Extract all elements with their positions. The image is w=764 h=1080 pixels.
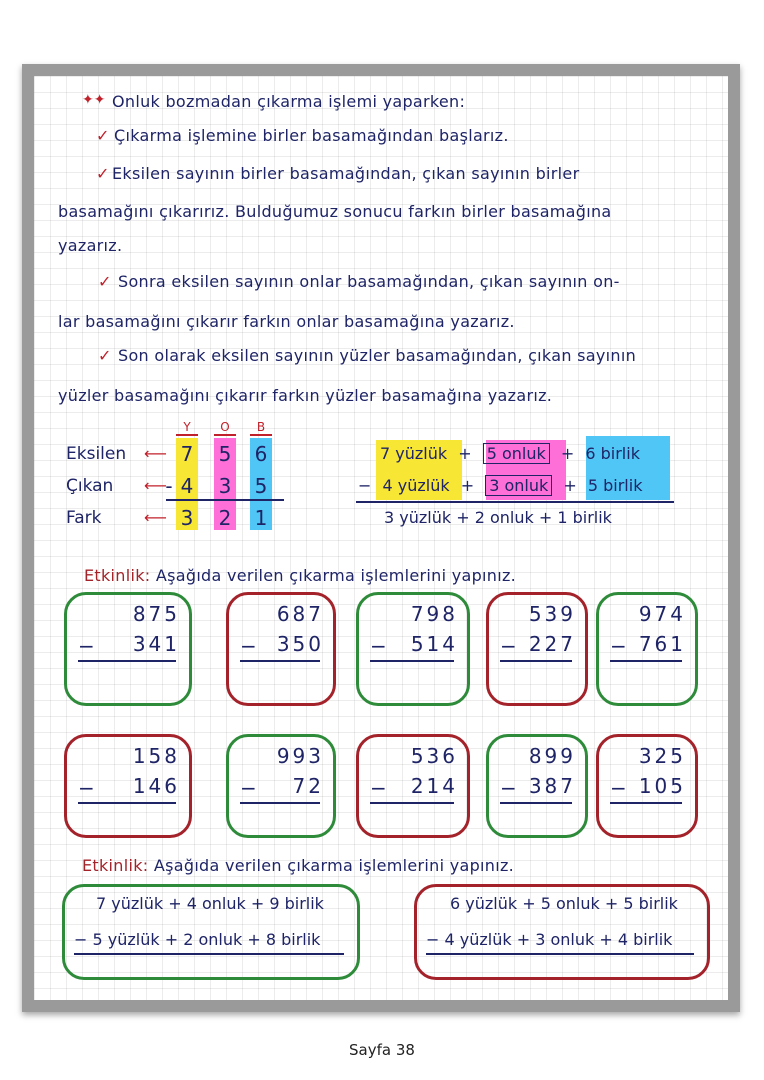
- plus-sign: +: [458, 444, 472, 463]
- row1-onluk: 5 onluk: [483, 443, 550, 464]
- intro-line2c: yazarız.: [58, 236, 123, 255]
- activity2-right-row2-wrap: − 4 yüzlük + 3 onluk + 4 birlik: [426, 930, 673, 949]
- minus-sign: −: [610, 776, 630, 800]
- arrow-left-icon: ⟵: [144, 476, 167, 495]
- header-underline: [250, 434, 272, 436]
- problem-line: [610, 802, 682, 804]
- problem-top: 993: [276, 744, 324, 768]
- problem-bottom: 72: [292, 774, 324, 798]
- problem-bottom: 105: [638, 774, 686, 798]
- cikan-digit-o: 3: [218, 474, 232, 498]
- intro-line2b: basamağını çıkarırız. Bulduğumuz sonucu farkın birler basamağına: [58, 202, 612, 221]
- problem-line: [240, 802, 320, 804]
- minus-sign: −: [370, 634, 390, 658]
- row1-yuzluk: 7 yüzlük: [380, 444, 448, 463]
- problem-line: [78, 660, 176, 662]
- problem-bottom: 387: [528, 774, 576, 798]
- minus-sign: −: [78, 634, 98, 658]
- problem-bottom: 350: [276, 632, 324, 656]
- check-icon: ✓: [98, 272, 112, 291]
- plus-sign: +: [563, 476, 577, 495]
- minus-sign: −: [500, 776, 520, 800]
- column-header-o: O: [220, 420, 230, 434]
- problem-line: [500, 660, 572, 662]
- activity1-prefix: Etkinlik:: [84, 566, 151, 585]
- label-fark: Fark: [66, 508, 102, 528]
- minus-sign: -: [165, 474, 173, 498]
- problem-bottom: 146: [132, 774, 180, 798]
- activity2-right-row2: 4 yüzlük + 3 onluk + 4 birlik: [444, 930, 673, 949]
- problem-top: 158: [132, 744, 180, 768]
- cikan-digit-y: 4: [180, 474, 194, 498]
- minus-sign: −: [370, 776, 390, 800]
- plus-sign: +: [560, 444, 575, 463]
- problem-line: [78, 802, 176, 804]
- problem-top: 687: [276, 602, 324, 626]
- expanded-line: [356, 501, 674, 503]
- problem-top: 536: [410, 744, 458, 768]
- header-underline: [176, 434, 198, 436]
- check-icon: ✓: [96, 164, 110, 183]
- minus-sign: −: [500, 634, 520, 658]
- problem-bottom: 341: [132, 632, 180, 656]
- problem-top: 899: [528, 744, 576, 768]
- expanded-row1: [380, 444, 640, 463]
- column-header-y: Y: [183, 420, 191, 434]
- intro-line3b: lar basamağını çıkarır farkın onlar basamağına yazarız.: [58, 312, 515, 331]
- problem-line: [500, 802, 572, 804]
- intro-line4b: yüzler basamağını çıkarır farkın yüzler basamağına yazarız.: [58, 386, 553, 405]
- eksilen-digit-o: 5: [218, 442, 232, 466]
- minus-sign: −: [610, 634, 630, 658]
- label-cikan: Çıkan: [66, 476, 114, 496]
- problem-line: [370, 660, 454, 662]
- problem-top: 539: [528, 602, 576, 626]
- fark-digit-b: 1: [254, 506, 268, 530]
- problem-bottom: 761: [638, 632, 686, 656]
- row2-yuzluk: 4 yüzlük: [382, 476, 450, 495]
- problem-line: [240, 660, 320, 662]
- problem-top: 974: [638, 602, 686, 626]
- intro-line4a: Son olarak eksilen sayının yüzler basamağından, çıkan sayının: [118, 346, 637, 365]
- row1-birlik: 6 birlik: [585, 444, 640, 463]
- problem-bottom: 214: [410, 774, 458, 798]
- activity2-left-line: [74, 953, 344, 955]
- problem-top: 325: [638, 744, 686, 768]
- problem-line: [610, 660, 682, 662]
- page-number: Sayfa 38: [349, 1041, 415, 1059]
- fark-digit-o: 2: [218, 506, 232, 530]
- column-header-b: B: [256, 420, 266, 434]
- activity1-text: Aşağıda verilen çıkarma işlemlerini yapınız.: [155, 566, 517, 585]
- activity2-text: Aşağıda verilen çıkarma işlemlerini yapınız.: [153, 856, 515, 875]
- expanded-result: 3 yüzlük + 2 onluk + 1 birlik: [384, 508, 612, 527]
- label-eksilen: Eksilen: [66, 444, 127, 464]
- intro-line3a: Sonra eksilen sayının onlar basamağından, çıkan sayının on-: [118, 272, 620, 291]
- check-icon: ✓: [96, 126, 110, 145]
- check-icon: ✓: [98, 346, 112, 365]
- activity2-left-row1: 7 yüzlük + 4 onluk + 9 birlik: [96, 894, 324, 913]
- problem-top: 798: [410, 602, 458, 626]
- activity2-title: [82, 856, 514, 875]
- header-underline: [214, 434, 236, 436]
- fark-digit-y: 3: [180, 506, 194, 530]
- activity2-right-line: [426, 953, 694, 955]
- minus-sign: −: [240, 634, 260, 658]
- activity1-title: [84, 566, 516, 585]
- star-icon: ✦✦: [82, 92, 106, 108]
- expanded-row2: − 4 yüzlük + 3 onluk + 5 birlik: [358, 476, 643, 495]
- intro-heading: Onluk bozmadan çıkarma işlemi yaparken:: [112, 92, 466, 111]
- row2-onluk: 3 onluk: [485, 475, 552, 496]
- row2-birlik: 5 birlik: [587, 476, 643, 495]
- activity2-left-row2-wrap: − 5 yüzlük + 2 onluk + 8 birlik: [74, 930, 321, 949]
- arrow-left-icon: ⟵: [144, 444, 167, 463]
- subtraction-line: [166, 499, 284, 501]
- intro-line1: Çıkarma işlemine birler basamağından başlarız.: [114, 126, 509, 145]
- problem-top: 875: [132, 602, 180, 626]
- arrow-left-icon: ⟵: [144, 508, 167, 527]
- activity2-prefix: Etkinlik:: [82, 856, 149, 875]
- activity2-left-row2: 5 yüzlük + 2 onluk + 8 birlik: [92, 930, 321, 949]
- cikan-digit-b: 5: [254, 474, 268, 498]
- eksilen-digit-y: 7: [180, 442, 194, 466]
- intro-line2a: Eksilen sayının birler basamağından, çıkan sayının birler: [112, 164, 580, 183]
- eksilen-digit-b: 6: [254, 442, 268, 466]
- problem-bottom: 227: [528, 632, 576, 656]
- minus-sign: −: [240, 776, 260, 800]
- minus-sign: −: [78, 776, 98, 800]
- activity2-right-row1: 6 yüzlük + 5 onluk + 5 birlik: [450, 894, 678, 913]
- plus-sign: +: [460, 476, 475, 495]
- problem-bottom: 514: [410, 632, 458, 656]
- problem-line: [370, 802, 454, 804]
